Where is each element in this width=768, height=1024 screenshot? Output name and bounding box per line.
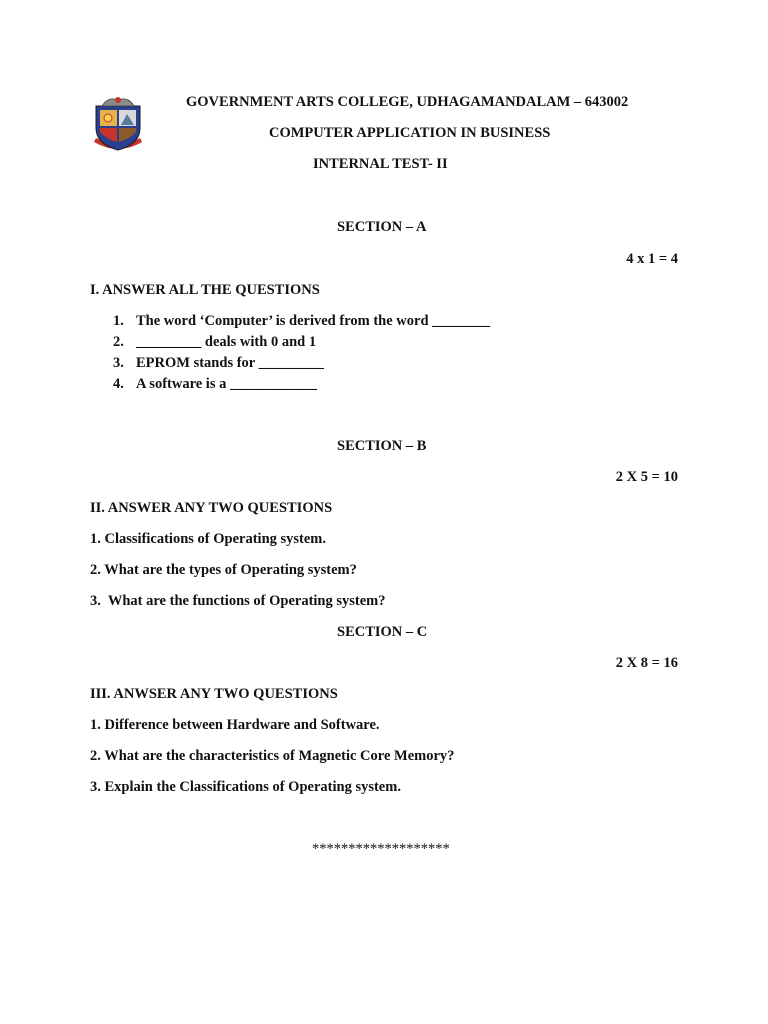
list-item-number: 1. — [113, 313, 124, 329]
subject-title: COMPUTER APPLICATION IN BUSINESS — [269, 125, 551, 141]
list-item-number: 3. — [113, 355, 124, 371]
section-b-instruction: II. ANSWER ANY TWO QUESTIONS — [90, 500, 333, 516]
college-name: GOVERNMENT ARTS COLLEGE, UDHAGAMANDALAM – 643002 — [186, 94, 629, 110]
test-title: INTERNAL TEST- II — [313, 156, 448, 172]
list-item: 1. Classifications of Operating system. — [90, 531, 327, 547]
list-item: 2. What are the characteristics of Magnetic Core Memory? — [90, 748, 455, 764]
list-item-number: 4. — [113, 376, 124, 392]
section-b-title: SECTION – B — [337, 438, 427, 454]
section-a-instruction: I. ANSWER ALL THE QUESTIONS — [90, 282, 320, 298]
list-item: 2. What are the types of Operating system? — [90, 562, 357, 578]
college-emblem-logo — [88, 92, 148, 156]
list-item: The word ‘Computer’ is derived from the word ________ — [136, 313, 491, 329]
list-item: 1. Difference between Hardware and Software. — [90, 717, 380, 733]
section-b-marks: 2 X 5 = 10 — [615, 469, 678, 485]
section-c-instruction: III. ANWSER ANY TWO QUESTIONS — [90, 686, 338, 702]
section-c-marks: 2 X 8 = 16 — [615, 655, 678, 671]
section-a-marks: 4 x 1 = 4 — [626, 251, 678, 267]
list-item: _________ deals with 0 and 1 — [136, 334, 317, 350]
section-a-title: SECTION – A — [337, 219, 427, 235]
footer-stars: ******************* — [312, 841, 450, 857]
section-c-title: SECTION – C — [337, 624, 428, 640]
emblem-icon — [88, 92, 148, 156]
list-item: 3. What are the functions of Operating system? — [90, 593, 386, 609]
list-item-number: 2. — [113, 334, 124, 350]
list-item: EPROM stands for _________ — [136, 355, 324, 371]
list-item: 3. Explain the Classifications of Operating system. — [90, 779, 401, 795]
list-item: A software is a ____________ — [136, 376, 317, 392]
